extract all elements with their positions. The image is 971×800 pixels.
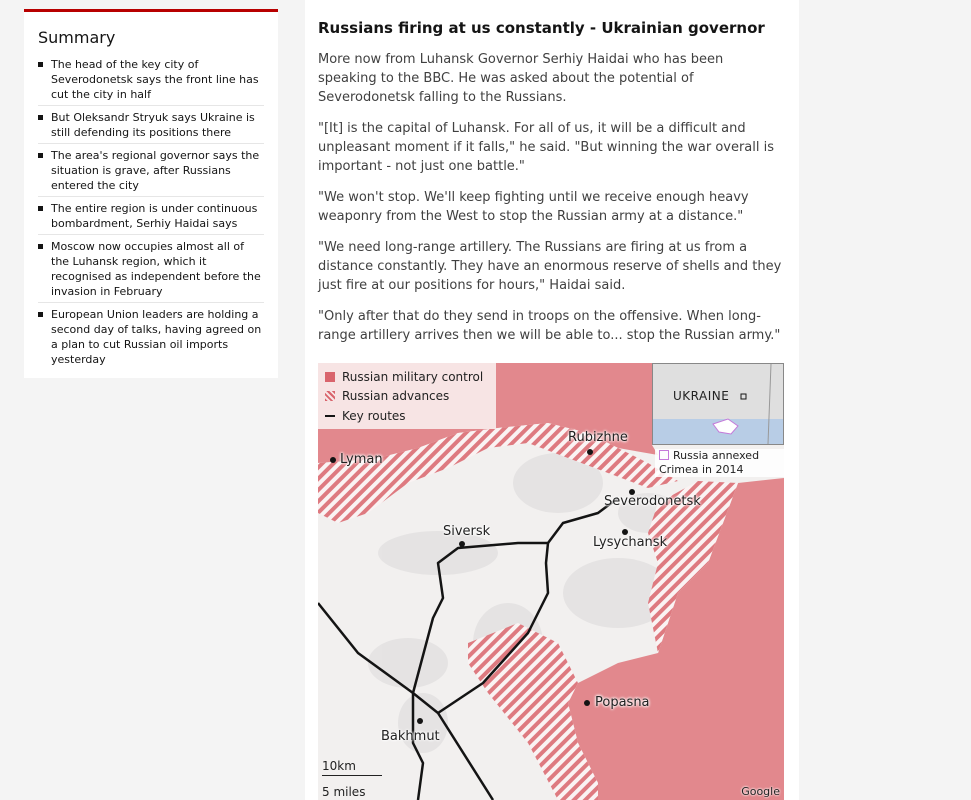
- inset-label: UKRAINE: [673, 389, 730, 403]
- scale-bar: [322, 775, 382, 776]
- bullet-icon: [38, 62, 43, 67]
- summary-title: Summary: [38, 28, 116, 47]
- bullet-icon: [38, 153, 43, 158]
- scale-miles: 5 miles: [322, 785, 366, 799]
- town-label-bakhmut: Bakhmut: [381, 729, 440, 744]
- town-label-siversk: Siversk: [443, 524, 491, 539]
- crimea-note: Russia annexed Crimea in 2014: [655, 449, 784, 477]
- bullet-icon: [38, 206, 43, 211]
- summary-item: But Oleksandr Stryuk says Ukraine is still defending its positions there: [38, 110, 264, 144]
- town-dot-icon: [330, 457, 336, 463]
- post-paragraph: "We won't stop. We'll keep fighting until we receive enough heavy weaponry from the West to stop the Russian army at a distance.": [318, 190, 749, 224]
- legend-row-advances: Russian advances: [325, 387, 496, 407]
- legend-row-control: Russian military control: [325, 367, 496, 387]
- summary-item: European Union leaders are holding a second day of talks, having agreed on a plan to cut Russian oil imports yesterday: [38, 307, 264, 370]
- post-headline: Russians firing at us constantly - Ukrainian governor: [318, 19, 765, 37]
- crimea-swatch-icon: [659, 450, 669, 460]
- town-label-popasna: Popasna: [595, 695, 650, 710]
- bullet-icon: [38, 115, 43, 120]
- town-label-lysychansk: Lysychansk: [593, 535, 668, 550]
- summary-item: The head of the key city of Severodonetsk says the front line has cut the city in half: [38, 57, 264, 106]
- hatch-swatch-icon: [325, 391, 335, 401]
- post-paragraph: More now from Luhansk Governor Serhiy Haidai who has been speaking to the BBC. He was asked about the potential of Severodonetsk falling to the Russians.: [318, 52, 724, 105]
- post-paragraph: "[It] is the capital of Luhansk. For all of us, it will be a difficult and unpleasant moment if it falls," he said. "But winning the war overall is important - not just one battle.": [318, 121, 775, 174]
- legend-row-routes: Key routes: [325, 406, 496, 426]
- summary-item: Moscow now occupies almost all of the Luhansk region, which it recognised as independent before the invasion in February: [38, 239, 264, 303]
- town-dot-icon: [459, 541, 465, 547]
- town-label-lyman: Lyman: [340, 452, 383, 467]
- town-dot-icon: [584, 700, 590, 706]
- scale-km: 10km: [322, 759, 356, 773]
- town-dot-icon: [587, 449, 593, 455]
- summary-list: [38, 57, 264, 370]
- ukraine-outline-icon: [653, 364, 783, 444]
- summary-item: The entire region is under continuous bombardment, Serhiy Haidai says: [38, 201, 264, 235]
- town-label-severodonetsk: Severodonetsk: [604, 494, 701, 509]
- post-paragraph: "Only after that do they send in troops on the offensive. When long-range artillery arrives then we will be able to... stop the Russian army.": [318, 309, 781, 343]
- map-legend: [318, 363, 496, 429]
- article-post: [305, 0, 799, 800]
- post-paragraph: "We need long-range artillery. The Russians are firing at us from a distance constantly. They have an enormous reserve of shells and they just fire at our positions for hours," Haidai said.: [318, 240, 782, 293]
- frontline-map: [318, 363, 784, 800]
- town-label-rubizhne: Rubizhne: [568, 430, 628, 445]
- summary-item: The area's regional governor says the situation is grave, after Russians entered the city: [38, 148, 264, 197]
- bullet-icon: [38, 312, 43, 317]
- route-swatch-icon: [325, 415, 335, 417]
- bullet-icon: [38, 244, 43, 249]
- summary-panel: [24, 9, 278, 378]
- ukraine-inset-map: [652, 363, 784, 445]
- control-swatch-icon: [325, 372, 335, 382]
- map-attribution: Google: [741, 785, 780, 798]
- town-dot-icon: [417, 718, 423, 724]
